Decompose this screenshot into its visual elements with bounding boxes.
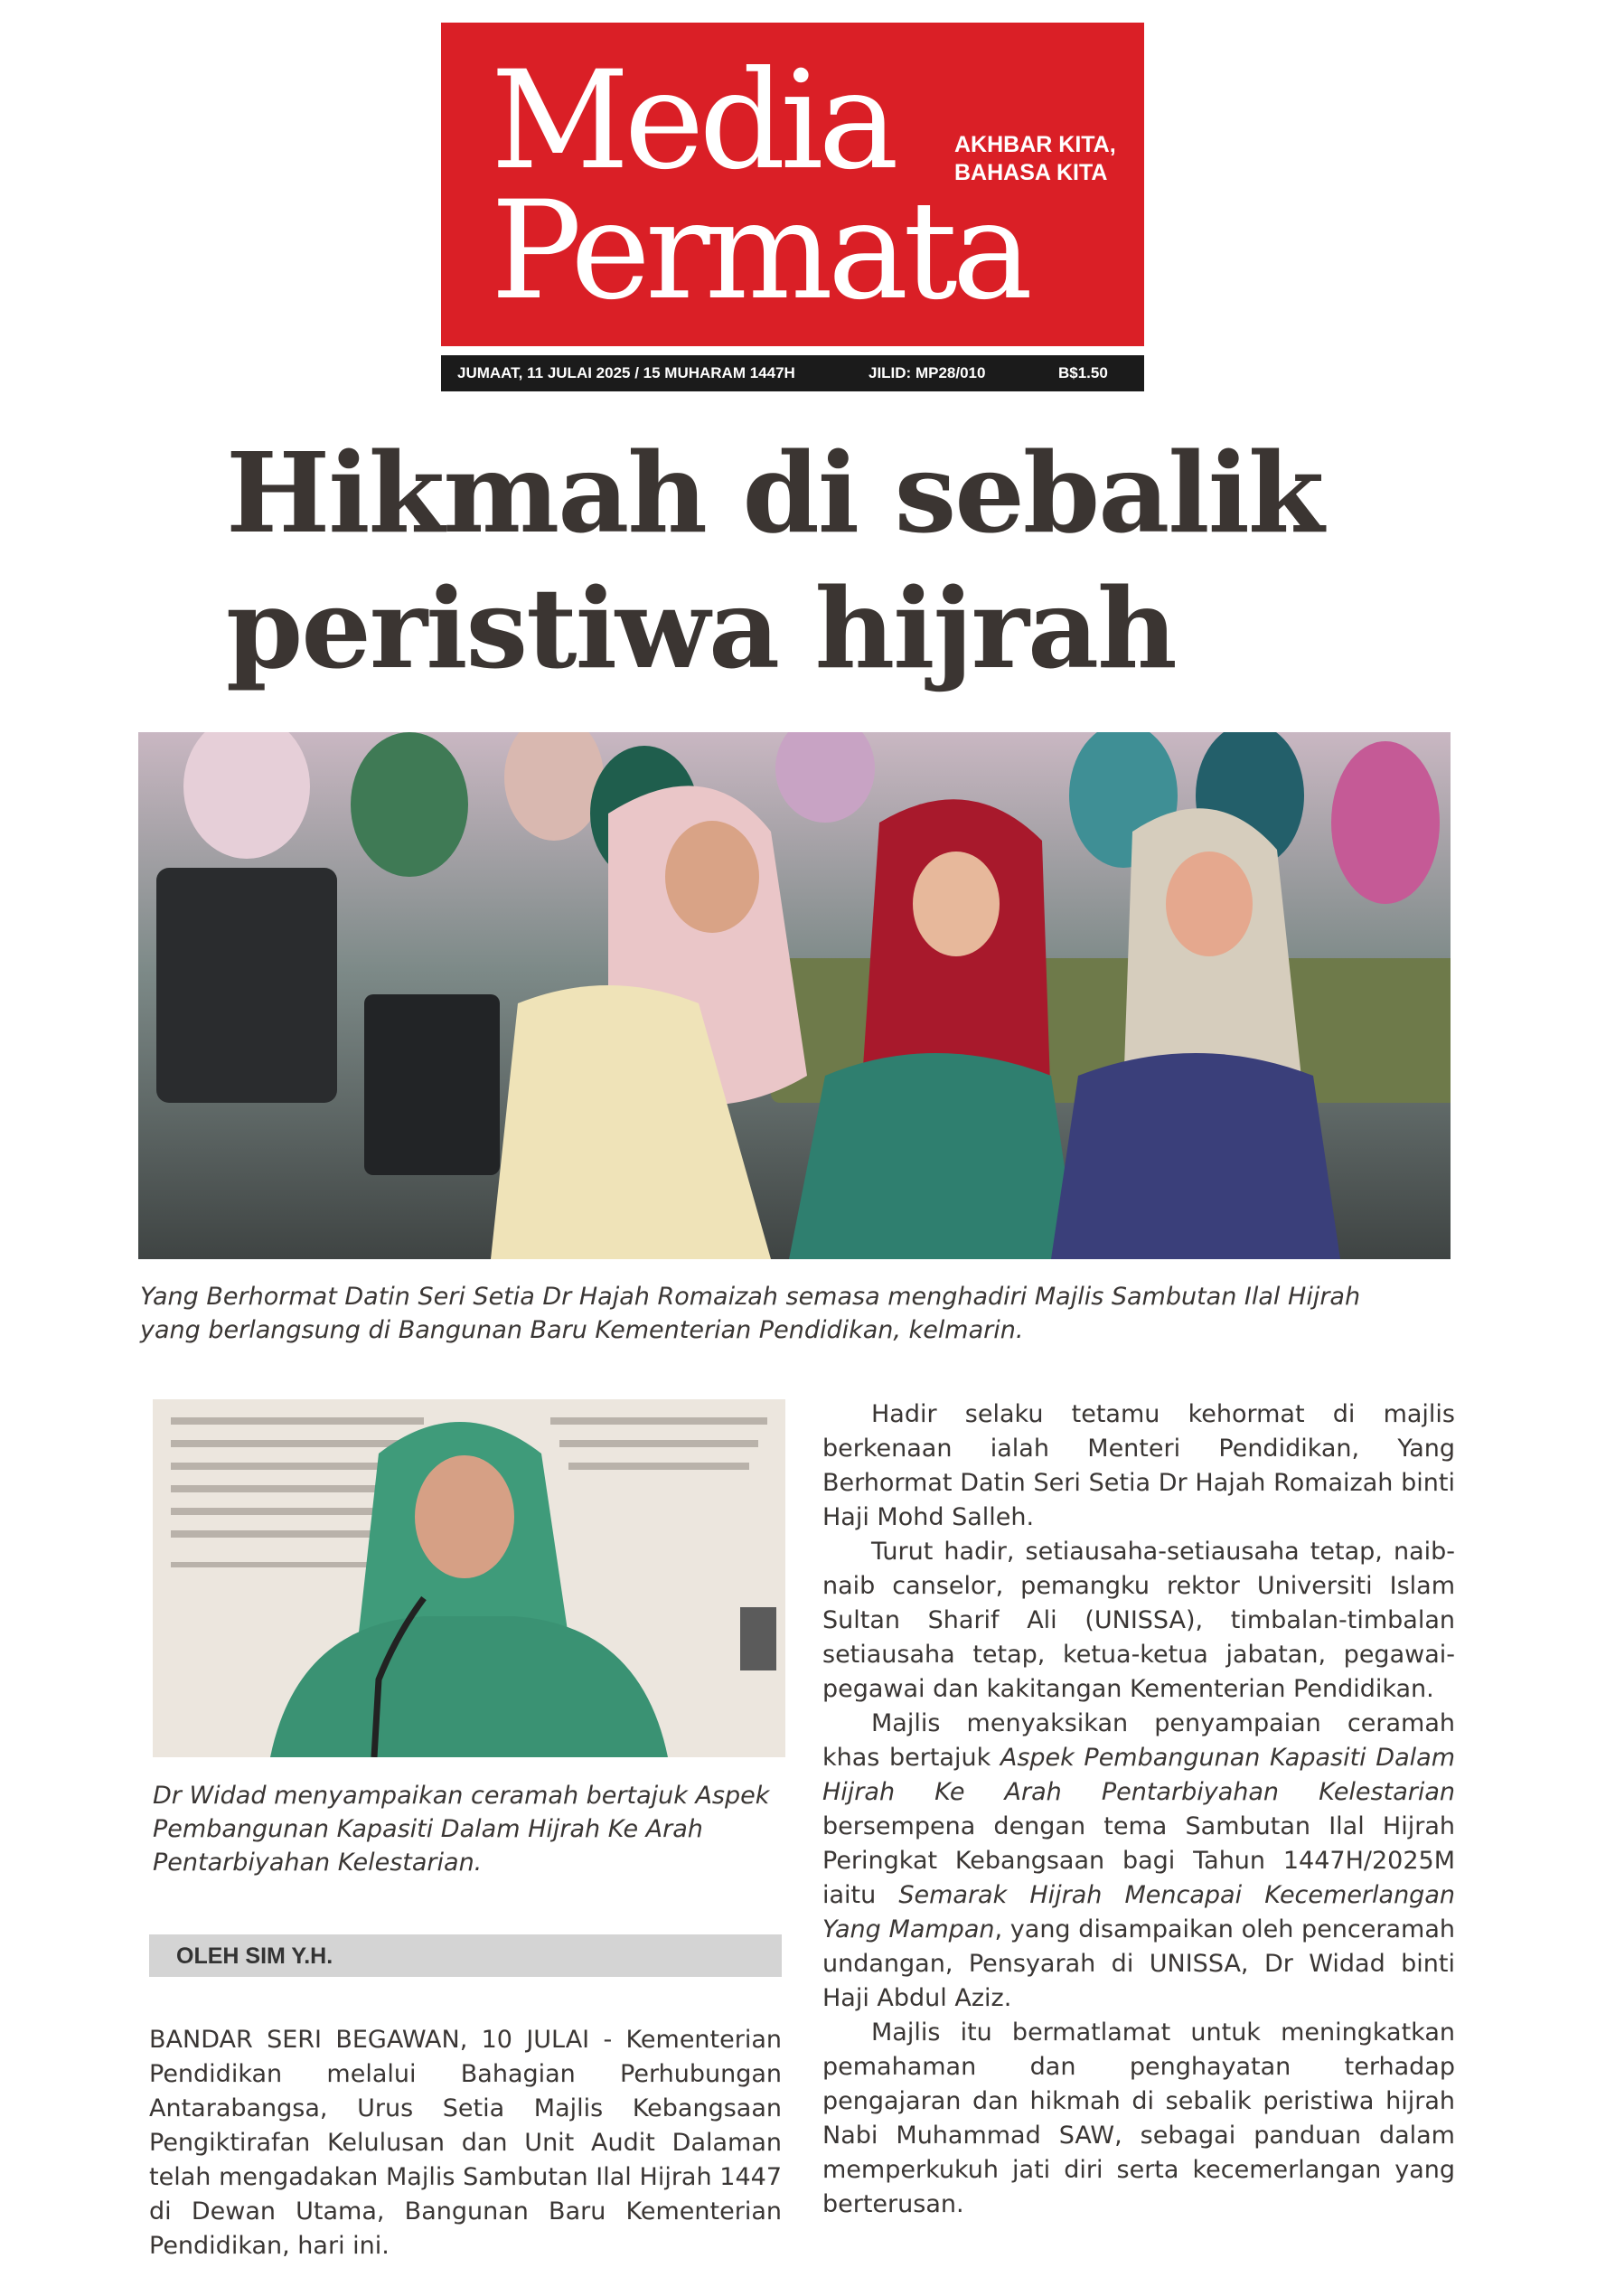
main-photo-illustration [138, 732, 1451, 1259]
main-caption-line1: Yang Berhormat Datin Seri Setia Dr Hajah Romaizah semasa menghadiri Majlis Sambutan Ilal Hijrah [140, 1283, 1361, 1311]
p3-text-b: bersempena dengan tema Sambutan Ilal Hijrah Peringkat Kebangsaan bagi Tahun 1447H/2025M iaitu [822, 1812, 1455, 1909]
article-column-right [822, 1397, 1455, 2222]
article-paragraph-3 [822, 1707, 1455, 2016]
speaker-photo-illustration [153, 1399, 785, 1757]
masthead-logo [441, 23, 1144, 346]
headline-line2: peristiwa hijrah [226, 563, 1176, 693]
brand-name-line1: Media [491, 42, 894, 200]
speaker-photo-caption: Dr Widad menyampaikan ceramah bertajuk Aspek Pembangunan Kapasiti Dalam Hijrah Ke Arah Pentarbiyahan Kelestarian. [153, 1782, 770, 1877]
p3-text-a: Majlis menyaksikan penyampaian ceramah khas bertajuk [822, 1709, 1455, 1772]
tagline-line1: AKHBAR KITA, [954, 132, 1116, 157]
byline-bar [149, 1934, 782, 1977]
speaker-photo [153, 1399, 785, 1757]
p3-lecture-title: Aspek Pembangunan Kapasiti Dalam Hijrah Ke Arah Pentarbiyahan Kelestarian [822, 1744, 1455, 1806]
article-lead: BANDAR SERI BEGAWAN, 10 JULAI - Kementerian Pendidikan melalui Bahagian Perhubungan Antarabangsa, Urus Setia Majlis Kebangsaan Pengiktirafan Kelulusan dan Unit Audit Dalaman telah mengadakan Majlis Sambutan Ilal Hijrah 1447 di Dewan Utama, Bangunan Baru Kementerian Pendidikan, hari ini. [149, 2026, 782, 2260]
p3-theme: Semarak Hijrah Mencapai Kecemerlangan Yang Mampan [822, 1881, 1455, 1943]
issue-volume: JILID: MP28/010 [869, 364, 986, 381]
tagline-line2: BAHASA KITA [954, 160, 1108, 185]
dateline-bar [441, 355, 1144, 391]
p3-text-c: , yang disampaikan oleh penceramah undangan, Pensyarah di UNISSA, Dr Widad binti Haji Abdul Aziz. [822, 1915, 1455, 2012]
article-paragraph-1: Hadir selaku tetamu kehormat di majlis berkenaan ialah Menteri Pendidikan, Yang Berhormat Datin Seri Setia Dr Hajah Romaizah binti Haji Mohd Salleh. [822, 1400, 1455, 1531]
byline: OLEH SIM Y.H. [176, 1943, 333, 1969]
article-paragraph-4: Majlis itu bermatlamat untuk meningkatkan pemahaman dan penghayatan terhadap pengajaran dan hikmah di sebalik peristiwa hijrah Nabi Muhammad SAW, sebagai panduan dalam memperkukuh jati diri serta kecemerlangan yang berterusan. [822, 2018, 1455, 2218]
main-photo-caption [140, 1280, 1451, 1347]
issue-price: B$1.50 [1058, 364, 1108, 381]
issue-date: JUMAAT, 11 JULAI 2025 / 15 MUHARAM 1447H [457, 364, 795, 381]
headline-line1: Hikmah di sebalik [226, 428, 1323, 558]
article-column-left [149, 2023, 782, 2263]
article-paragraph-2: Turut hadir, setiausaha-setiausaha tetap, naib-naib canselor, pemangku rektor Universiti Islam Sultan Sharif Ali (UNISSA), timbalan-timbalan setiausaha tetap, ketua-ketua jabatan, pegawai-pegawai dan kakitangan Kementerian Pendidikan. [822, 1538, 1455, 1703]
main-caption-line2: yang berlangsung di Bangunan Baru Kementerian Pendidikan, kelmarin. [140, 1316, 1024, 1344]
headline [226, 425, 1401, 696]
brand-name-line2: Permata [491, 173, 1028, 330]
tagline [954, 131, 1116, 187]
main-photo [138, 732, 1451, 1259]
